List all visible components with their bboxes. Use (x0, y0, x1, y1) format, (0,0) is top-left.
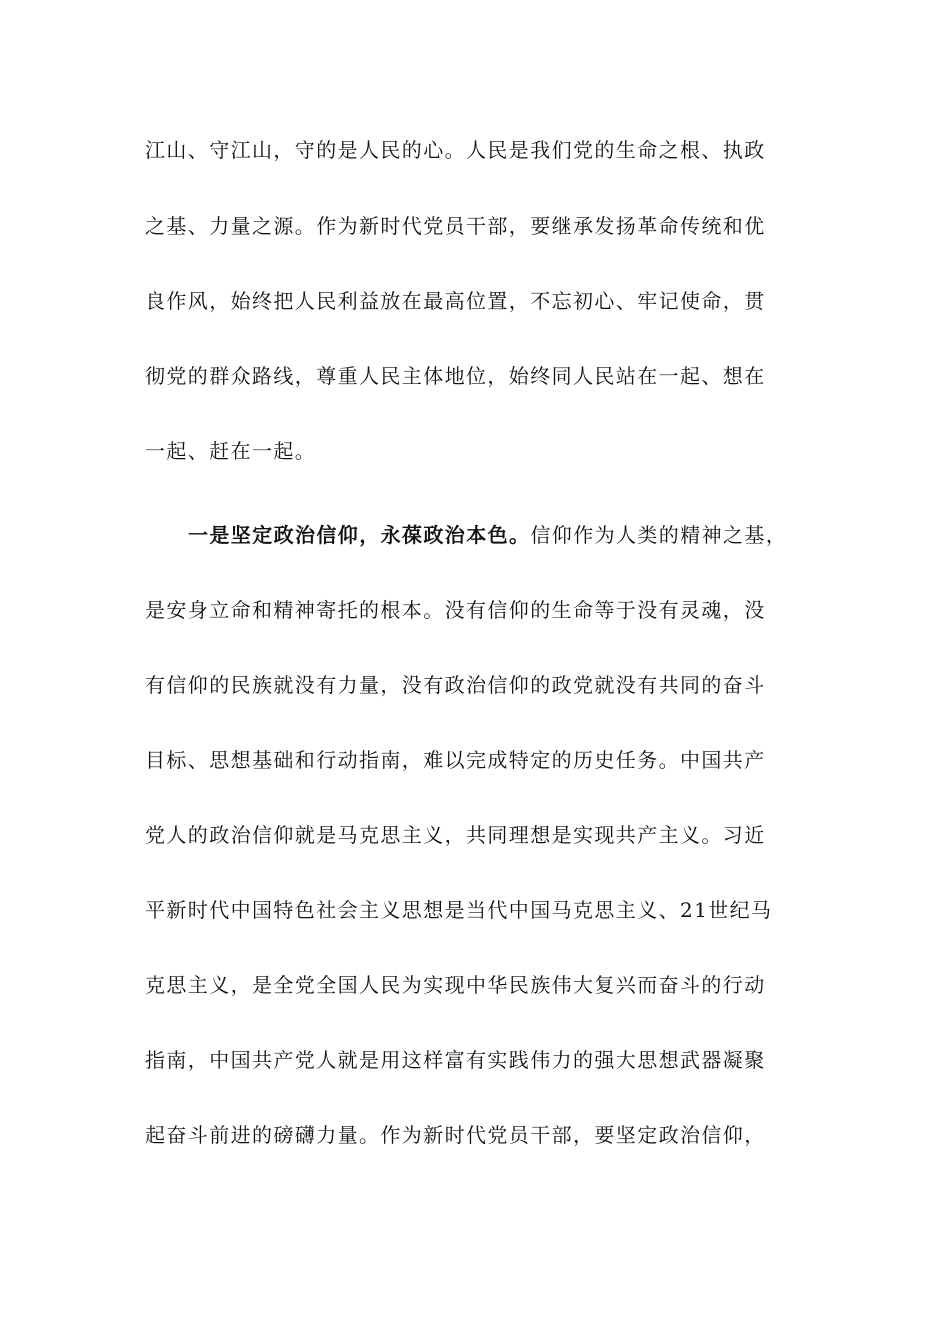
paragraph-line: 良作风，始终把人民利益放在最高位置，不忘初心、牢记使命，贯 (145, 289, 766, 313)
paragraph-heading: 一是坚定政治信仰，永葆政治本色。 (188, 523, 531, 547)
paragraph-line: 一起、赶在一起。 (145, 439, 317, 463)
paragraph-line: 目标、思想基础和行动指南，难以完成特定的历史任务。中国共产 (145, 748, 766, 772)
paragraph-line: 平新时代中国特色社会主义思想是当代中国马克思主义、21世纪马 (145, 898, 773, 922)
paragraph-first-line-text: 信仰作为人类的精神之基， (530, 523, 788, 547)
paragraph-line: 是安身立命和精神寄托的根本。没有信仰的生命等于没有灵魂，没 (145, 598, 766, 622)
paragraph-first-line (188, 521, 805, 549)
paragraph-line: 指南，中国共产党人就是用这样富有实践伟力的强大思想武器凝聚 (145, 1048, 766, 1072)
paragraph-line: 起奋斗前进的磅礴力量。作为新时代党员干部，要坚定政治信仰， (145, 1123, 766, 1147)
paragraph-line: 彻党的群众路线，尊重人民主体地位，始终同人民站在一起、想在 (145, 364, 766, 388)
paragraph-line: 有信仰的民族就没有力量，没有政治信仰的政党就没有共同的奋斗 (145, 673, 766, 697)
paragraph-line: 江山、守江山，守的是人民的心。人民是我们党的生命之根、执政 (145, 138, 766, 162)
paragraph-line: 党人的政治信仰就是马克思主义，共同理想是实现共产主义。习近 (145, 823, 766, 847)
paragraph-line: 之基、力量之源。作为新时代党员干部，要继承发扬革命传统和优 (145, 214, 766, 238)
paragraph-line: 克思主义，是全党全国人民为实现中华民族伟大复兴而奋斗的行动 (145, 973, 766, 997)
